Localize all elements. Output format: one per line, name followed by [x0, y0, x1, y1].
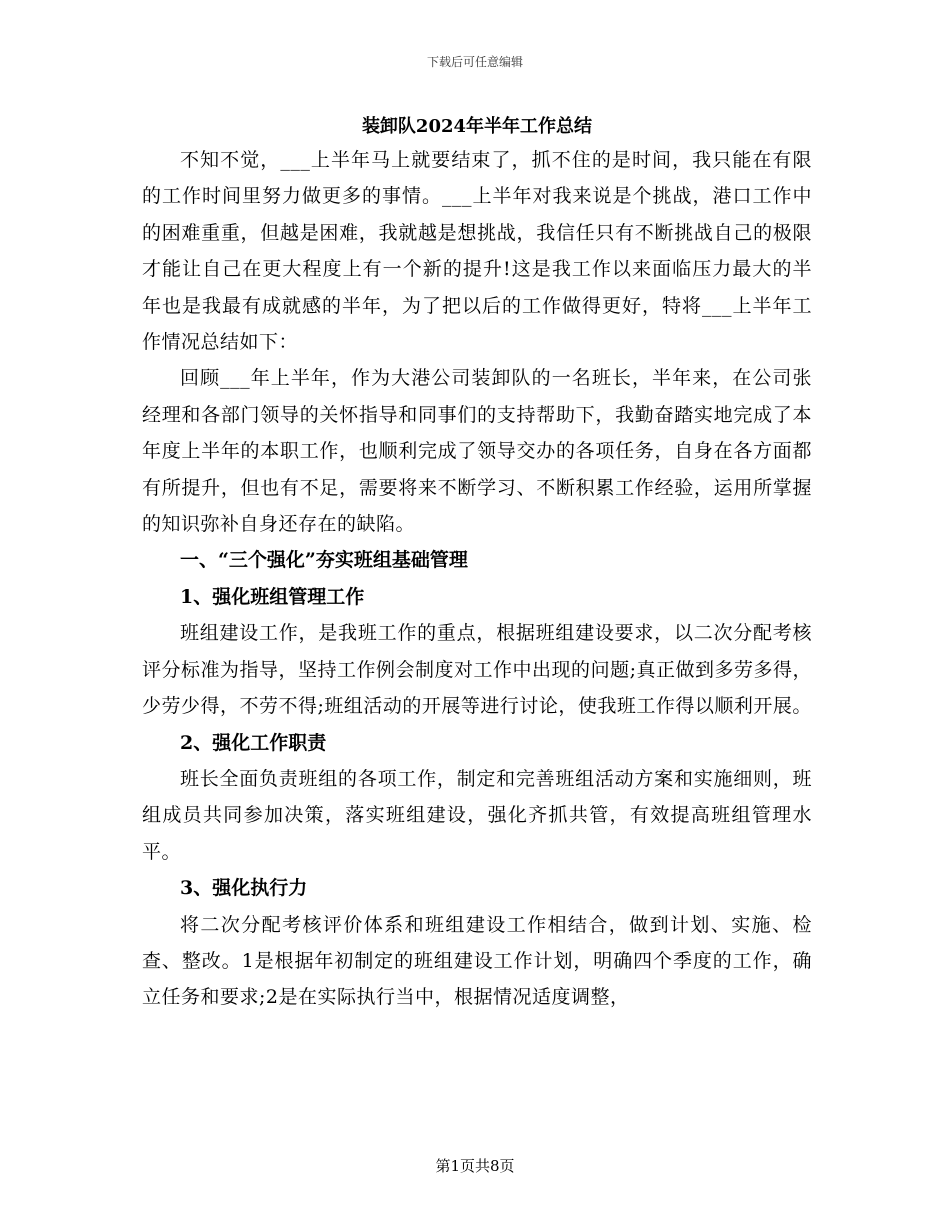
header-note: 下载后可任意编辑	[426, 55, 523, 69]
paragraph-job-duties: 班长全面负责班组的各项工作，制定和完善班组活动方案和实施细则，班组成员共同参加决策，落实班组建设，强化齐抓共管，有效提高班组管理水平。	[142, 767, 812, 863]
subheading-team-management: 1、强化班组管理工作	[180, 585, 365, 608]
section-heading: 一、“三个强化”夯实班组基础管理	[180, 549, 468, 572]
paragraph-team-management: 班组建设工作，是我班工作的重点，根据班组建设要求，以二次分配考核评分标准为指导，坚持工作例会制度对工作中出现的问题;真正做到多劳多得，少劳少得，不劳不得;班组活动的开展等进行讨论，使我班工作得以顺利开展。	[142, 622, 812, 718]
document-body	[142, 112, 812, 1016]
document-title: 装卸队2024年半年工作总结	[361, 116, 593, 137]
paragraph-review: 回顾___年上半年，作为大港公司装卸队的一名班长，半年来，在公司张经理和各部门领导的关怀指导和同事们的支持帮助下，我勤奋踏实地完成了本年度上半年的本职工作，也顺利完成了领导交办的各项任务，自身在各方面都有所提升，但也有不足，需要将来不断学习、不断积累工作经验，运用所掌握的知识弥补自身还存在的缺陷。	[142, 367, 812, 536]
paragraph-intro: 不知不觉，___上半年马上就要结束了，抓不住的是时间，我只能在有限的工作时间里努力做更多的事情。___上半年对我来说是个挑战，港口工作中的困难重重，但越是困难，我就越是想挑战，我信任只有不断挑战自己的极限才能让自己在更大程度上有一个新的提升!这是我工作以来面临压力最大的半年也是我最有成就感的半年，为了把以后的工作做得更好，特将___上半年工作情况总结如下：	[142, 149, 812, 354]
subheading-execution: 3、强化执行力	[180, 877, 308, 900]
paragraph-execution: 将二次分配考核评价体系和班组建设工作相结合，做到计划、实施、检查、整改。1是根据年初制定的班组建设工作计划，明确四个季度的工作，确立任务和要求;2是在实际执行当中，根据情况适度调整，	[142, 913, 812, 1009]
page-number: 第1页共8页	[435, 1157, 515, 1175]
subheading-job-duties: 2、强化工作职责	[180, 731, 327, 754]
